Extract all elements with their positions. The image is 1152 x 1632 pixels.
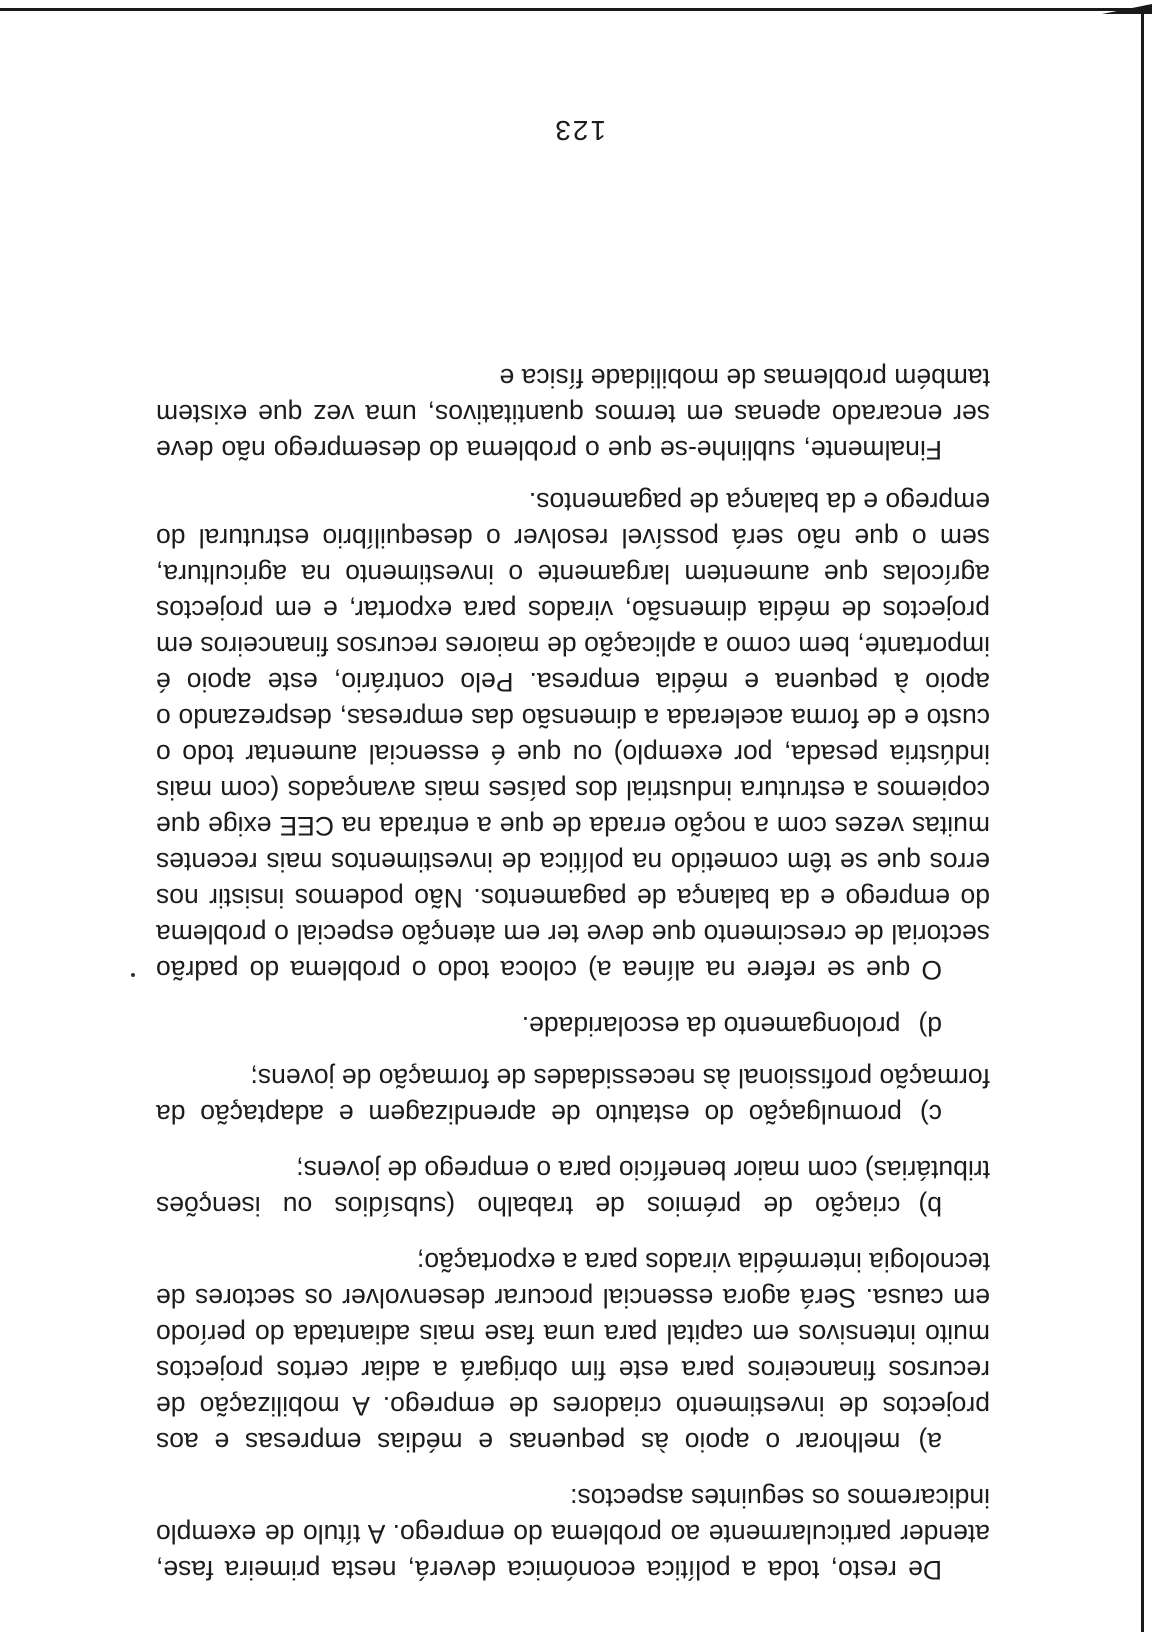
list-item-text: promulgação do estatuto de aprendizagem e adaptação da formação profissional às necessidades de formação de jovens; bbox=[156, 1063, 990, 1129]
list-marker: d) bbox=[918, 1011, 942, 1041]
list-item-a bbox=[156, 1244, 990, 1460]
list-marker: c) bbox=[919, 1099, 942, 1129]
list-marker: b) bbox=[918, 1191, 942, 1221]
list-item-text: prolongamento da escolaridade. bbox=[521, 1011, 901, 1041]
list-item-d bbox=[156, 1008, 990, 1044]
list-item-text: melhorar o apoio às pequenas e médias empresas e aos projectos de investimento criadores de emprego. A mobilização de recursos financeiros para este fim obrigará a adiar certos projectos muito intensivos em capital para uma fase mais adiantada do período em causa. Será agora essencial procurar desenvolver os sectores de tecnologia intermédia virados para a exportação; bbox=[156, 1247, 990, 1457]
page-number: 123 bbox=[553, 115, 606, 146]
paragraph-sectorial: O que se refere na alínea a) coloca todo o problema do padrão sectorial de crescimento que deve ter em atenção especial o problema do emprego e da balança de pagamentos. Não podemos insistir nos erros que se têm cometido na política de investimentos mais recentes muitas vezes com a noção errada de que a entrada na CEE exige que copiemos a estrutura industrial dos países mais avançados (com mais indústria pesada, por exemplo) ou que é essencial aumentar todo o custo e de forma acelerada a dimensão das empresas, desprezando o apoio à pequena e média empresa. Pelo contrário, este apoio é importante, bem como a aplicação de maiores recursos financeiros em projectos de média dimensão, virados para exportar, e em projectos agrícolas que aumentem largamente o investimento na agricultura, sem o que não será possível resolver o desequilíbrio estrutural do emprego e da balança de pagamentos. bbox=[156, 487, 990, 985]
list-item-b bbox=[156, 1152, 990, 1224]
page-frame-corner bbox=[1102, 4, 1152, 14]
list-item-text: criação de prémios de trabalho (subsídios ou isenções tributárias) com maior benefício para o emprego de jovens; bbox=[156, 1155, 990, 1221]
stray-mark bbox=[131, 973, 135, 977]
body-text bbox=[156, 360, 990, 1588]
list-item-c bbox=[156, 1060, 990, 1132]
paragraph-final: Finalmente, sublinhe-se que o problema do desemprego não deve ser encarado apenas em termos quantitativos, uma vez que existem também problemas de mobilidade física e bbox=[156, 363, 990, 465]
page-frame-edge bbox=[1141, 12, 1144, 1632]
page-frame-edge bbox=[0, 8, 1144, 11]
list-marker: a) bbox=[918, 1427, 942, 1457]
paragraph-intro: De resto, toda a política económica deverá, nesta primeira fase, atender particularmente ao problema do emprego. A título de exemplo indicaremos os seguintes aspectos: bbox=[156, 1483, 990, 1585]
